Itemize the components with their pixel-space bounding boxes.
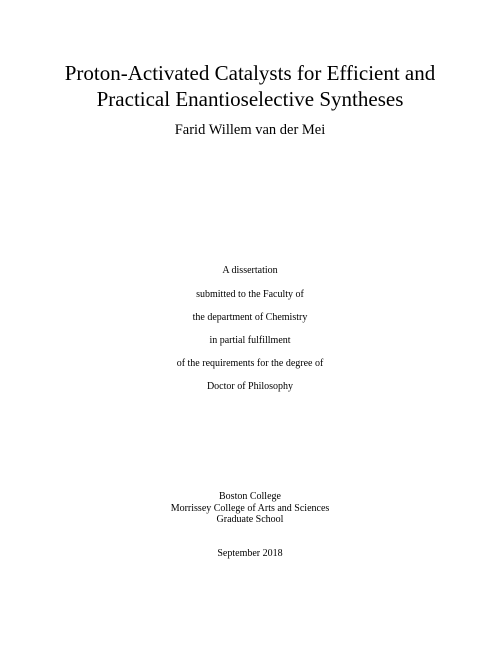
author-name: Farid Willem van der Mei: [174, 122, 326, 138]
statement-line-3: the department of Chemistry: [192, 312, 308, 323]
statement-line-2: submitted to the Faculty of: [196, 289, 304, 300]
college-name: Morrissey College of Arts and Sciences: [170, 502, 330, 514]
statement-line-5: of the requirements for the degree of: [176, 358, 324, 369]
statement-line-6: Doctor of Philosophy: [206, 381, 294, 392]
title-line-2: Practical Enantioselective Syntheses: [96, 87, 404, 111]
dissertation-title: [0, 60, 500, 112]
statement-line-1: A dissertation: [222, 265, 278, 276]
institution-block: [0, 491, 500, 526]
school-name: Graduate School: [216, 514, 284, 525]
statement-line-4: in partial fulfillment: [209, 335, 291, 346]
institution-name: Boston College: [219, 491, 281, 502]
title-line-1: Proton-Activated Catalysts for Efficient and: [64, 61, 436, 85]
submission-date: September 2018: [217, 548, 283, 559]
